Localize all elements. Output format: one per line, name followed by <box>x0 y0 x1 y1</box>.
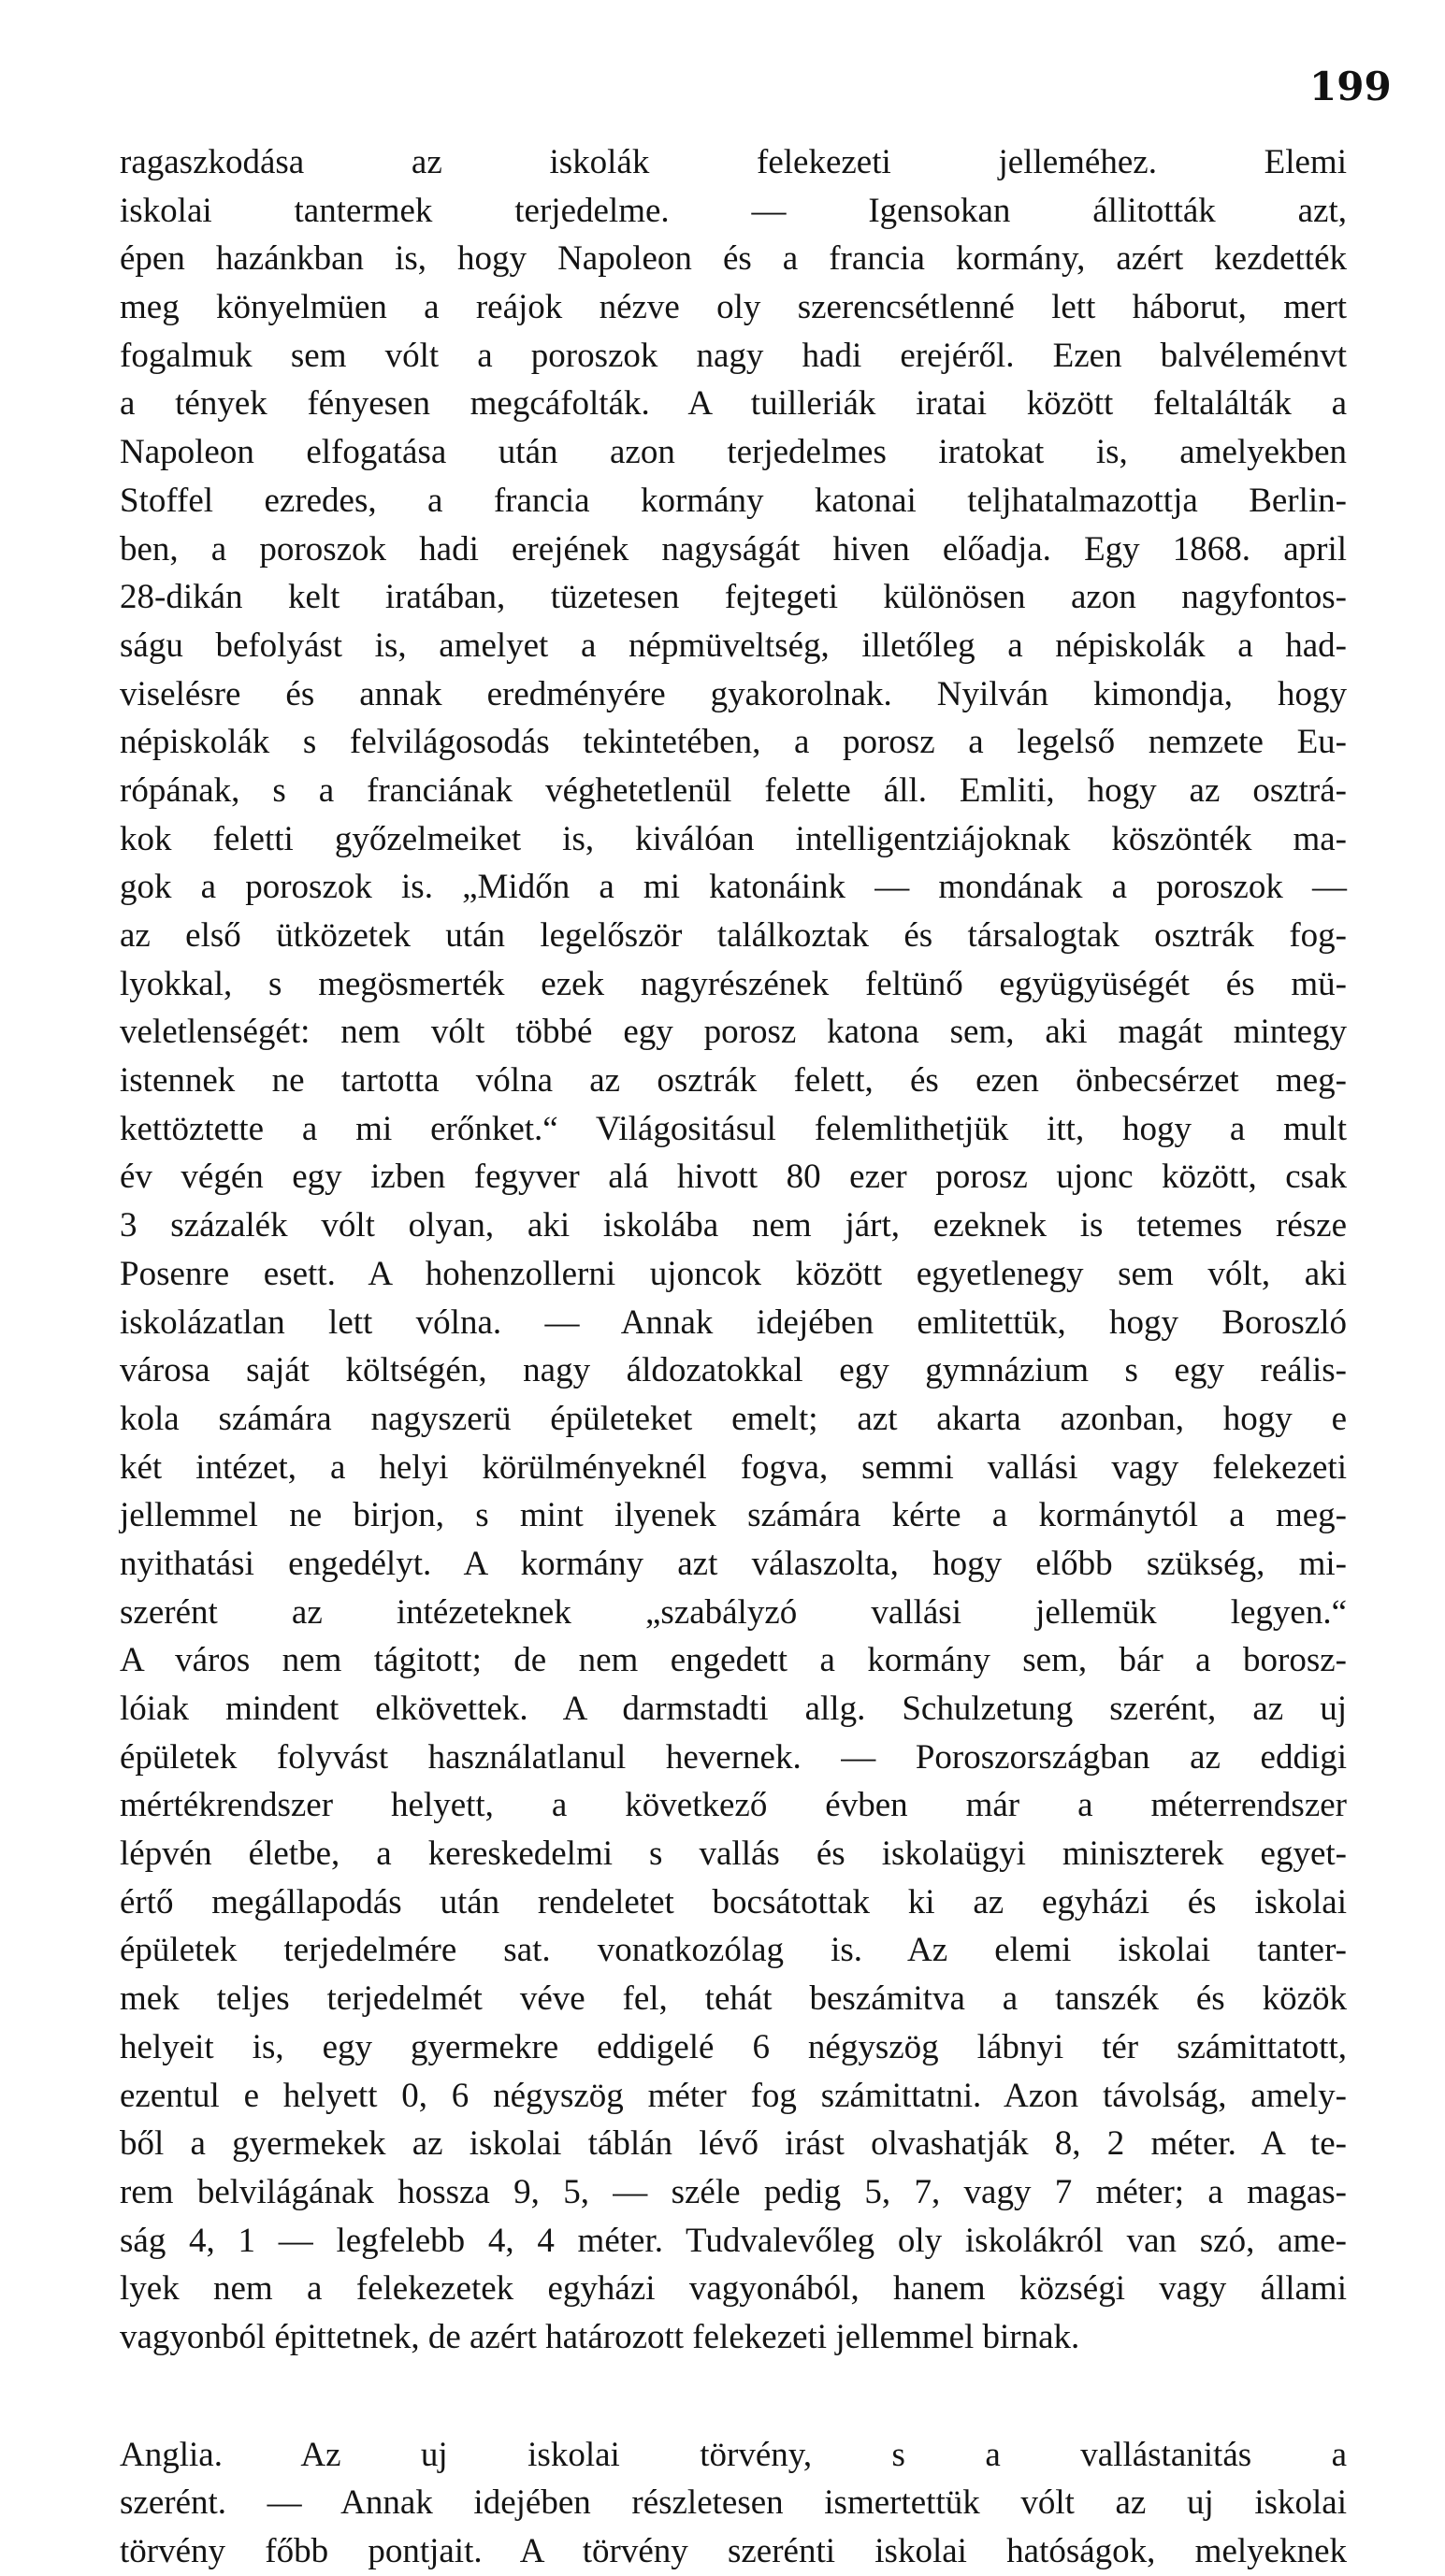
text-line: mértékrendszer helyett, a következő évben már a méterrendszer <box>120 1786 1347 1825</box>
text-line: szerént. — Annak idejében részletesen ismertettük vólt az uj iskolai <box>120 2483 1347 2523</box>
text-line: meg könyelmüen a reájok nézve oly szerencsétlenné lett háborut, mert <box>120 288 1347 327</box>
text-line: kok feletti győzelmeiket is, kiválóan intelligentziájoknak köszönték ma- <box>120 819 1347 858</box>
text-line: értő megállapodás után rendeletet bocsátottak ki az egyházi és iskolai <box>120 1882 1347 1921</box>
text-line: 3 százalék vólt olyan, aki iskolába nem járt, ezeknek is tetemes része <box>120 1206 1347 1245</box>
text-line: ezentul e helyett 0, 6 négyszög méter fog számittatni. Azon távolság, amely- <box>120 2076 1347 2115</box>
text-line: lóiak mindent elkövettek. A darmstadti allg. Schulzetung szerént, az uj <box>120 1690 1347 1728</box>
text-line: lyokkal, s megösmerték ezek nagyrészének feltünő együgyüségét és mü- <box>120 964 1347 1003</box>
text-line: az első ütközetek után legelőször találkoztak és társalogtak osztrák fog- <box>120 916 1347 955</box>
text-line: ből a gyermekek az iskolai táblán lévő irást olvashatják 8, 2 méter. A te- <box>120 2124 1347 2164</box>
text-line: rópának, s a franciának véghetetlenül felette áll. Emliti, hogy az osztrá- <box>120 770 1347 810</box>
page-number: 199 <box>1309 64 1392 109</box>
text-line: a tények fényesen megcáfolták. A tuilleriák iratai között feltalálták a <box>120 384 1347 424</box>
paragraph-gap <box>120 2362 1347 2431</box>
text-line: iskolázatlan lett vólna. — Annak idejében emlitettük, hogy Boroszló <box>120 1302 1347 1342</box>
text-line: fogalmuk sem vólt a poroszok nagy hadi erejéről. Ezen balvéleménvt <box>120 336 1347 375</box>
text-line: év végén egy izben fegyver alá hivott 80 ezer porosz ujonc között, csak <box>120 1158 1347 1197</box>
text-line: Napoleon elfogatása után azon terjedelmes iratokat is, amelyekben <box>120 433 1347 472</box>
text-line: A város nem tágitott; de nem engedett a kormány sem, bár a borosz- <box>120 1641 1347 1680</box>
text-line: istennek ne tartotta vólna az osztrák felett, és ezen önbecsérzet meg- <box>120 1061 1347 1101</box>
text-line: épen hazánkban is, hogy Napoleon és a francia kormány, azért kezdették <box>120 239 1347 279</box>
text-line: városa saját költségén, nagy áldozatokkal egy gymnázium s egy reális- <box>120 1351 1347 1390</box>
text-line: két intézet, a helyi körülményeknél fogva, semmi vallási vagy felekezeti <box>120 1447 1347 1487</box>
body-text <box>120 138 1347 2576</box>
text-line: szerént az intézeteknek „szabályzó vallási jellemük legyen.“ <box>120 1592 1347 1632</box>
text-line: rem belvilágának hossza 9, 5, — széle pedig 5, 7, vagy 7 méter; a magas- <box>120 2172 1347 2211</box>
text-line: gok a poroszok is. „Midőn a mi katonáink — mondának a poroszok — <box>120 868 1347 907</box>
text-line: viselésre és annak eredményére gyakorolnak. Nyilván kimondja, hogy <box>120 674 1347 713</box>
text-line: vagyonból épittetnek, de azért határozott felekezeti jellemmel birnak. <box>120 2317 1080 2356</box>
text-line: ság 4, 1 — legfelebb 4, 4 méter. Tudvalevőleg oly iskolákról van szó, ame- <box>120 2221 1347 2260</box>
text-line: Posenre esett. A hohenzollerni ujoncok között egyetlenegy sem vólt, aki <box>120 1254 1347 1293</box>
text-line: ben, a poroszok hadi erejének nagyságát hiven előadja. Egy 1868. april <box>120 529 1347 568</box>
text-line: törvény főbb pontjait. A törvény szerénti iskolai hatóságok, melyeknek <box>120 2532 1347 2570</box>
text-line: épületek folyvást használatlanul hevernek. — Poroszországban az eddigi <box>120 1737 1347 1777</box>
text-line: iskolai tantermek terjedelme. — Igensokan állitották azt, <box>120 191 1347 230</box>
text-line: jellemmel ne birjon, s mint ilyenek számára kérte a kormánytól a meg- <box>120 1496 1347 1535</box>
text-line: kettöztette a mi erőnket.“ Világositásul felemlithetjük itt, hogy a mult <box>120 1109 1347 1148</box>
text-line: kola számára nagyszerü épületeket emelt; azt akarta azonban, hogy e <box>120 1399 1347 1438</box>
text-line: mek teljes terjedelmét véve fel, tehát beszámitva a tanszék és közök <box>120 1979 1347 2019</box>
paragraph-england <box>120 2431 1347 2576</box>
text-line: népiskolák s felvilágosodás tekintetében, a porosz a legelső nemzete Eu- <box>120 723 1347 762</box>
text-line: Anglia. Az uj iskolai törvény, s a vallástanitás a <box>120 2435 1347 2474</box>
paragraph-prussia-schools <box>120 138 1347 2362</box>
text-line: Stoffel ezredes, a francia kormány katonai teljhatalmazottja Berlin- <box>120 481 1347 520</box>
text-line: lyek nem a felekezetek egyházi vagyonából, hanem községi vagy állami <box>120 2269 1347 2309</box>
text-line: nyithatási engedélyt. A kormány azt válaszolta, hogy előbb szükség, mi- <box>120 1544 1347 1583</box>
text-line: épületek terjedelmére sat. vonatkozólag is. Az elemi iskolai tanter- <box>120 1931 1347 1970</box>
text-line: ragaszkodása az iskolák felekezeti jelleméhez. Elemi <box>120 143 1347 181</box>
text-line: helyeit is, egy gyermekre eddigelé 6 négyszög lábnyi tér számittatott, <box>120 2027 1347 2066</box>
text-line: ságu befolyást is, amelyet a népmüveltség, illetőleg a népiskolák a had- <box>120 626 1347 665</box>
text-line: 28-dikán kelt iratában, tüzetesen fejtegeti különösen azon nagyfontos- <box>120 578 1347 617</box>
text-line: lépvén életbe, a kereskedelmi s vallás és iskolaügyi miniszterek egyet- <box>120 1835 1347 1874</box>
text-line: veletlenségét: nem vólt többé egy porosz katona sem, aki magát mintegy <box>120 1013 1347 1052</box>
